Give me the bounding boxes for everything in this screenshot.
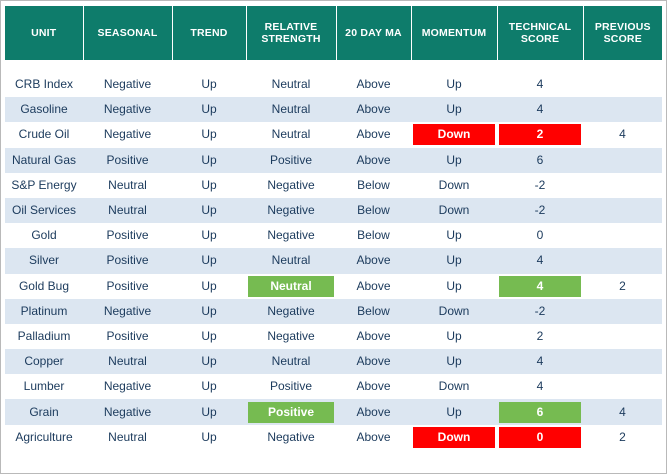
cell-trend — [172, 425, 246, 450]
cell-relative-strength-text: Negative — [267, 228, 315, 243]
cell-trend — [172, 72, 246, 97]
column-header-technical-score: TECHNICAL SCORE — [497, 6, 583, 61]
table-row — [5, 399, 662, 424]
table-row — [5, 299, 662, 324]
cell-20-day-ma — [336, 425, 411, 450]
cell-relative-strength-text: Positive — [248, 402, 334, 423]
cell-seasonal-text: Negative — [103, 77, 152, 92]
cell-unit-text: Natural Gas — [11, 152, 77, 167]
cell-momentum-text: Down — [438, 379, 470, 394]
cell-previous-score — [583, 173, 662, 198]
cell-technical-score — [497, 148, 583, 173]
cell-20-day-ma-text: Above — [356, 253, 391, 268]
cell-previous-score — [583, 349, 662, 374]
cell-technical-score — [497, 223, 583, 248]
cell-seasonal-text: Neutral — [108, 177, 147, 192]
table-row — [5, 374, 662, 399]
cell-relative-strength — [246, 248, 336, 273]
cell-previous-score — [583, 148, 662, 173]
cell-relative-strength — [246, 425, 336, 450]
cell-trend-text: Up — [201, 354, 217, 369]
column-header-momentum: MOMENTUM — [411, 6, 497, 61]
cell-momentum-text: Down — [438, 177, 470, 192]
cell-seasonal-text: Neutral — [108, 354, 147, 369]
header-row — [5, 6, 662, 61]
cell-20-day-ma — [336, 97, 411, 122]
header-spacer-row — [5, 61, 662, 73]
cell-previous-score — [583, 198, 662, 223]
cell-trend-text: Up — [201, 253, 217, 268]
cell-unit-text: S&P Energy — [11, 177, 77, 192]
cell-20-day-ma — [336, 324, 411, 349]
cell-relative-strength — [246, 97, 336, 122]
cell-momentum-text: Up — [446, 278, 462, 293]
table-row — [5, 223, 662, 248]
cell-seasonal — [83, 173, 172, 198]
cell-previous-score-text — [585, 376, 660, 397]
cell-relative-strength — [246, 274, 336, 299]
cell-previous-score — [583, 425, 662, 450]
cell-unit-text: Grain — [29, 404, 59, 419]
cell-unit — [5, 425, 83, 450]
table-row — [5, 349, 662, 374]
cell-seasonal — [83, 198, 172, 223]
cell-technical-score — [497, 198, 583, 223]
cell-20-day-ma-text: Above — [356, 77, 391, 92]
cell-previous-score — [583, 223, 662, 248]
cell-relative-strength — [246, 148, 336, 173]
cell-momentum — [411, 374, 497, 399]
spacer-cell — [5, 61, 662, 73]
cell-unit-text: Gold Bug — [18, 278, 70, 293]
cell-20-day-ma-text: Below — [357, 203, 390, 218]
cell-relative-strength-text: Neutral — [271, 253, 311, 268]
table-row — [5, 122, 662, 147]
cell-momentum-text: Down — [438, 303, 470, 318]
cell-momentum — [411, 223, 497, 248]
cell-20-day-ma — [336, 223, 411, 248]
cell-seasonal — [83, 425, 172, 450]
cell-relative-strength-text: Negative — [267, 203, 315, 218]
cell-previous-score-text — [585, 175, 660, 196]
cell-trend — [172, 299, 246, 324]
cell-unit — [5, 198, 83, 223]
cell-20-day-ma — [336, 248, 411, 273]
cell-trend — [172, 223, 246, 248]
cell-seasonal — [83, 324, 172, 349]
cell-seasonal-text: Neutral — [108, 429, 147, 444]
cell-previous-score-text — [585, 326, 660, 347]
cell-momentum-text: Up — [446, 152, 462, 167]
cell-momentum-text: Up — [446, 77, 462, 92]
cell-momentum — [411, 173, 497, 198]
cell-momentum-text: Up — [446, 253, 462, 268]
cell-20-day-ma — [336, 274, 411, 299]
cell-momentum — [411, 399, 497, 424]
cell-trend — [172, 248, 246, 273]
cell-20-day-ma — [336, 374, 411, 399]
column-header-trend: TREND — [172, 6, 246, 61]
cell-previous-score-text — [585, 301, 660, 322]
cell-seasonal — [83, 122, 172, 147]
cell-20-day-ma-text: Below — [357, 177, 390, 192]
cell-20-day-ma — [336, 198, 411, 223]
cell-previous-score — [583, 399, 662, 424]
cell-previous-score-text: 2 — [619, 278, 626, 293]
cell-previous-score — [583, 97, 662, 122]
cell-trend-text: Up — [201, 278, 217, 293]
cell-relative-strength — [246, 349, 336, 374]
cell-technical-score-text: 6 — [499, 402, 581, 423]
cell-trend — [172, 374, 246, 399]
cell-momentum-text: Down — [413, 427, 495, 448]
cell-seasonal-text: Negative — [103, 303, 152, 318]
cell-momentum — [411, 122, 497, 147]
cell-momentum — [411, 97, 497, 122]
cell-technical-score-text: -2 — [534, 203, 546, 218]
cell-momentum-text: Down — [438, 203, 470, 218]
cell-technical-score — [497, 97, 583, 122]
cell-seasonal — [83, 97, 172, 122]
cell-momentum — [411, 248, 497, 273]
cell-previous-score-text — [585, 200, 660, 221]
cell-momentum — [411, 148, 497, 173]
cell-relative-strength — [246, 299, 336, 324]
cell-seasonal — [83, 349, 172, 374]
cell-seasonal — [83, 223, 172, 248]
cell-unit-text: CRB Index — [14, 77, 74, 92]
column-header-previous-score: PREVIOUS SCORE — [583, 6, 662, 61]
cell-seasonal — [83, 72, 172, 97]
cell-relative-strength — [246, 122, 336, 147]
cell-seasonal-text: Positive — [106, 152, 149, 167]
technical-score-table — [5, 5, 662, 450]
cell-trend-text: Up — [201, 404, 217, 419]
cell-trend — [172, 97, 246, 122]
cell-unit — [5, 148, 83, 173]
cell-unit — [5, 223, 83, 248]
cell-relative-strength-text: Neutral — [271, 354, 311, 369]
cell-relative-strength-text: Neutral — [271, 127, 311, 142]
table-row — [5, 97, 662, 122]
cell-technical-score-text: 6 — [536, 152, 544, 167]
table-row — [5, 173, 662, 198]
cell-seasonal-text: Negative — [103, 379, 152, 394]
cell-unit — [5, 72, 83, 97]
cell-technical-score-text: 4 — [499, 276, 581, 297]
cell-20-day-ma-text: Below — [357, 303, 390, 318]
cell-20-day-ma-text: Above — [356, 328, 391, 343]
cell-seasonal-text: Positive — [106, 228, 149, 243]
cell-technical-score — [497, 299, 583, 324]
cell-seasonal-text: Negative — [103, 404, 152, 419]
cell-technical-score-text: 0 — [536, 228, 544, 243]
cell-previous-score — [583, 374, 662, 399]
cell-momentum — [411, 324, 497, 349]
cell-technical-score-text: 4 — [536, 253, 544, 268]
cell-seasonal-text: Positive — [106, 253, 149, 268]
cell-trend — [172, 148, 246, 173]
table-row — [5, 72, 662, 97]
cell-20-day-ma — [336, 349, 411, 374]
cell-trend — [172, 173, 246, 198]
cell-previous-score-text: 2 — [619, 429, 626, 444]
cell-20-day-ma-text: Above — [356, 127, 391, 142]
cell-previous-score — [583, 299, 662, 324]
cell-relative-strength-text: Positive — [269, 379, 313, 394]
cell-unit — [5, 122, 83, 147]
cell-momentum — [411, 274, 497, 299]
cell-trend-text: Up — [201, 328, 217, 343]
cell-seasonal — [83, 374, 172, 399]
cell-seasonal-text: Positive — [106, 328, 149, 343]
column-header-seasonal: SEASONAL — [83, 6, 172, 61]
cell-technical-score-text: 0 — [499, 427, 581, 448]
cell-technical-score-text: 2 — [499, 124, 581, 145]
cell-previous-score — [583, 122, 662, 147]
cell-trend — [172, 349, 246, 374]
cell-trend-text: Up — [201, 152, 217, 167]
cell-trend — [172, 399, 246, 424]
cell-seasonal-text: Negative — [103, 127, 152, 142]
cell-trend-text: Up — [201, 303, 217, 318]
cell-seasonal — [83, 274, 172, 299]
cell-20-day-ma — [336, 173, 411, 198]
cell-trend-text: Up — [201, 203, 217, 218]
cell-unit-text: Copper — [24, 354, 64, 369]
cell-20-day-ma — [336, 72, 411, 97]
cell-trend-text: Up — [201, 379, 217, 394]
cell-20-day-ma-text: Above — [356, 379, 391, 394]
cell-20-day-ma — [336, 399, 411, 424]
cell-previous-score-text: 4 — [619, 404, 626, 419]
cell-unit-text: Lumber — [23, 379, 65, 394]
cell-previous-score-text — [585, 250, 660, 271]
cell-trend-text: Up — [201, 77, 217, 92]
cell-relative-strength-text: Negative — [267, 328, 315, 343]
cell-momentum — [411, 425, 497, 450]
cell-unit — [5, 274, 83, 299]
cell-relative-strength — [246, 399, 336, 424]
table-body — [5, 61, 662, 450]
cell-unit — [5, 324, 83, 349]
cell-trend — [172, 324, 246, 349]
cell-relative-strength — [246, 374, 336, 399]
cell-20-day-ma-text: Above — [356, 102, 391, 117]
cell-momentum-text: Up — [446, 328, 462, 343]
cell-relative-strength-text: Neutral — [271, 102, 311, 117]
cell-previous-score — [583, 324, 662, 349]
cell-seasonal-text: Negative — [103, 102, 152, 117]
cell-momentum — [411, 198, 497, 223]
cell-20-day-ma — [336, 299, 411, 324]
cell-momentum-text: Up — [446, 354, 462, 369]
column-header-relative-strength: RELATIVE STRENGTH — [246, 6, 336, 61]
cell-20-day-ma-text: Above — [356, 152, 391, 167]
cell-relative-strength — [246, 72, 336, 97]
cell-relative-strength-text: Neutral — [248, 276, 334, 297]
cell-unit-text: Platinum — [20, 303, 68, 318]
cell-relative-strength-text: Neutral — [271, 77, 311, 92]
cell-trend-text: Up — [201, 102, 217, 117]
cell-previous-score-text: 4 — [619, 127, 626, 142]
cell-relative-strength-text: Negative — [267, 177, 315, 192]
cell-previous-score-text — [585, 351, 660, 372]
cell-momentum-text: Up — [446, 404, 462, 419]
cell-unit — [5, 349, 83, 374]
cell-technical-score — [497, 173, 583, 198]
cell-momentum — [411, 299, 497, 324]
cell-trend — [172, 122, 246, 147]
table-row — [5, 148, 662, 173]
table-row — [5, 248, 662, 273]
cell-20-day-ma-text: Above — [356, 429, 391, 444]
cell-momentum-text: Up — [446, 102, 462, 117]
cell-trend-text: Up — [201, 127, 217, 142]
cell-technical-score-text: 2 — [536, 328, 544, 343]
cell-seasonal — [83, 248, 172, 273]
cell-unit-text: Oil Services — [11, 203, 76, 218]
cell-unit-text: Crude Oil — [18, 127, 70, 142]
cell-technical-score-text: 4 — [536, 102, 544, 117]
cell-relative-strength-text: Negative — [267, 303, 315, 318]
cell-seasonal-text: Neutral — [108, 203, 147, 218]
cell-20-day-ma-text: Below — [357, 228, 390, 243]
cell-technical-score-text: 4 — [536, 379, 544, 394]
cell-technical-score-text: -2 — [534, 177, 546, 192]
cell-seasonal — [83, 148, 172, 173]
cell-20-day-ma-text: Above — [356, 278, 391, 293]
cell-previous-score — [583, 274, 662, 299]
cell-20-day-ma — [336, 122, 411, 147]
table-row — [5, 324, 662, 349]
cell-relative-strength — [246, 173, 336, 198]
cell-unit-text: Gold — [31, 228, 57, 243]
cell-technical-score-text: -2 — [534, 303, 546, 318]
column-header-unit: UNIT — [5, 6, 83, 61]
cell-trend — [172, 198, 246, 223]
cell-unit-text: Gasoline — [20, 102, 68, 117]
cell-trend — [172, 274, 246, 299]
cell-technical-score — [497, 324, 583, 349]
cell-20-day-ma-text: Above — [356, 404, 391, 419]
cell-unit — [5, 299, 83, 324]
cell-trend-text: Up — [201, 228, 217, 243]
cell-relative-strength — [246, 324, 336, 349]
cell-relative-strength-text: Positive — [269, 152, 313, 167]
cell-unit — [5, 97, 83, 122]
table-row — [5, 425, 662, 450]
cell-unit — [5, 248, 83, 273]
cell-previous-score — [583, 248, 662, 273]
cell-technical-score — [497, 374, 583, 399]
cell-seasonal — [83, 399, 172, 424]
cell-momentum-text: Down — [413, 124, 495, 145]
cell-momentum — [411, 349, 497, 374]
cell-trend-text: Up — [201, 177, 217, 192]
cell-unit-text: Silver — [28, 253, 59, 268]
cell-unit-text: Palladium — [17, 328, 71, 343]
cell-momentum-text: Up — [446, 228, 462, 243]
cell-technical-score — [497, 349, 583, 374]
cell-technical-score — [497, 122, 583, 147]
table-row — [5, 274, 662, 299]
cell-seasonal-text: Positive — [106, 278, 149, 293]
cell-unit — [5, 374, 83, 399]
cell-technical-score-text: 4 — [536, 77, 544, 92]
cell-previous-score-text — [585, 74, 660, 95]
cell-previous-score — [583, 72, 662, 97]
cell-relative-strength — [246, 223, 336, 248]
cell-technical-score — [497, 72, 583, 97]
table-row — [5, 198, 662, 223]
cell-unit — [5, 399, 83, 424]
cell-seasonal — [83, 299, 172, 324]
cell-20-day-ma-text: Above — [356, 354, 391, 369]
cell-technical-score — [497, 399, 583, 424]
cell-momentum — [411, 72, 497, 97]
cell-technical-score — [497, 274, 583, 299]
cell-unit — [5, 173, 83, 198]
column-header-20-day-ma: 20 DAY MA — [336, 6, 411, 61]
cell-technical-score — [497, 248, 583, 273]
cell-technical-score — [497, 425, 583, 450]
cell-previous-score-text — [585, 225, 660, 246]
cell-relative-strength-text: Negative — [267, 429, 315, 444]
cell-trend-text: Up — [201, 429, 217, 444]
cell-previous-score-text — [585, 99, 660, 120]
cell-previous-score-text — [585, 150, 660, 171]
cell-relative-strength — [246, 198, 336, 223]
cell-technical-score-text: 4 — [536, 354, 544, 369]
cell-unit-text: Agriculture — [15, 429, 73, 444]
table-header — [5, 6, 662, 61]
cell-20-day-ma — [336, 148, 411, 173]
